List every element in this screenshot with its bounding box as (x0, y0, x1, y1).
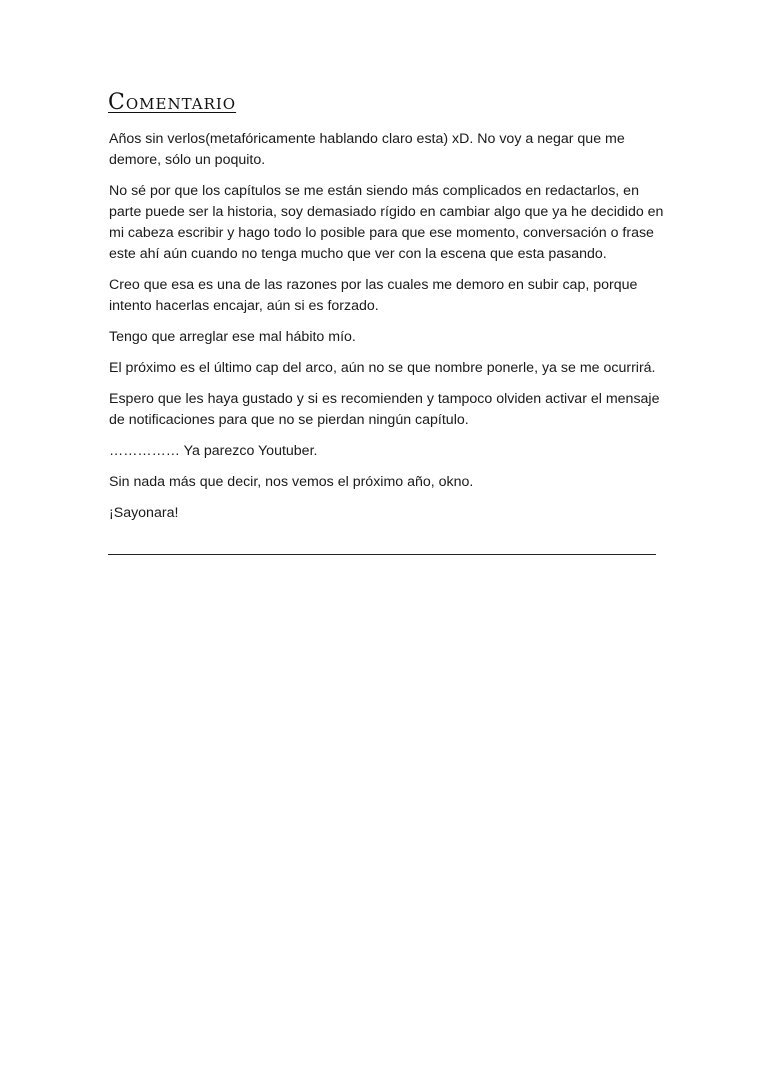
paragraph-6: Espero que les haya gustado y si es recomienden y tampoco olviden activar el mensaje de notificaciones para que no se pierdan ningún capítulo. (109, 391, 660, 428)
paragraph-7: …………… Ya parezco Youtuber. (109, 443, 318, 459)
comment-body (109, 129, 664, 534)
comment-heading: Comentario (108, 90, 237, 115)
horizontal-divider (108, 554, 656, 555)
paragraph-3: Creo que esa es una de las razones por las cuales me demoro en subir cap, porque intento hacerlas encajar, aún si es forzado. (109, 277, 638, 314)
paragraph-8: Sin nada más que decir, nos vemos el próximo año, okno. (109, 474, 474, 490)
paragraph-5: El próximo es el último cap del arco, aún no se que nombre ponerle, ya se me ocurrirá. (109, 360, 656, 376)
paragraph-1: Años sin verlos(metafóricamente hablando claro esta) xD. No voy a negar que me demore, sólo un poquito. (109, 131, 625, 168)
paragraph-9: ¡Sayonara! (109, 505, 179, 521)
paragraph-2: No sé por que los capítulos se me están siendo más complicados en redactarlos, en parte puede ser la historia, soy demasiado rígido en cambiar algo que ya he decidido en mi cabeza escribir y hago todo lo posible para que ese momento, conversación o frase este ahí aún cuando no tenga mucho que ver con la escena que esta pasando. (109, 183, 664, 262)
paragraph-4: Tengo que arreglar ese mal hábito mío. (109, 329, 356, 345)
